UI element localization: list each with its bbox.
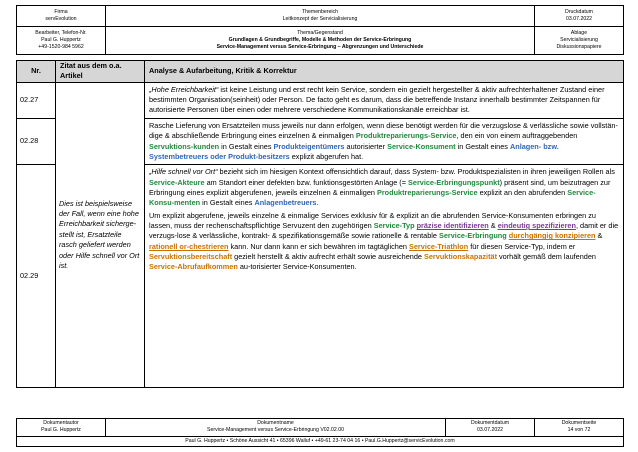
- firma-value: servEvolution: [45, 16, 77, 22]
- ablage-line-2: Diskussionspapiere: [556, 44, 602, 50]
- thema-line-1: Grundlagen & Grundbegriffe, Modelle & Methoden der Service-Erbringung: [228, 36, 412, 43]
- docname-value: Service-Management versus Service-Erbringung V02.02.00: [207, 427, 344, 434]
- col-header-analyse: Analyse & Aufarbeitung, Kritik & Korrektur: [145, 61, 624, 83]
- table-header-row: [17, 61, 624, 83]
- address-line: Paul G. Huppertz • Schöne Aussicht 41 • 65396 Walluf • +49-61 23-74 04 16 • Paul.G.Huppertz@servicEvolution.com: [17, 436, 624, 446]
- analyse-cell-0227: [145, 82, 624, 118]
- analyse-paragraph: Rasche Lieferung von Ersatzteilen muss jeweils nur dann erfolgen, wenn diese benötigt werden für die verzugslose & verlässliche sowie vollstän-dige & abschließende Erbringung eines einzelnen & einmaligen Produktreparierungs-Service, den ein von einem auftraggebenden Servuktions-kunden in Gestalt eines Produkteigentümers autorisierter Service-Konsument in Gestalt eines Anlagen- bzw. Systembetreuers oder Produkt-besitzers explizit abgerufen hat.: [149, 120, 618, 161]
- docname-label: Dokumentname: [257, 420, 294, 426]
- themenbereich-cell: [106, 6, 535, 27]
- analyse-paragraph: „Hohe Erreichbarkeit“ ist keine Leistung und erst recht kein Service, sondern ein gezielt hergestellter & aktiv aufrechterhaltener Zustand einer bestimmten Organisation(seinheit) oder Person. De facto geht es darum, dass die betreffende Instanz innerhalb bestimmter Zeitspannen für autorisierte Personen über einen oder mehrere verschiedene Kommunikationskanäle erreichbar ist.: [149, 84, 605, 115]
- autor-value: Paul G. Huppertz: [41, 427, 81, 434]
- zitat-cell: [56, 82, 145, 388]
- themenbereich-label: Themenbereich: [301, 8, 339, 15]
- bearbeiter-label: Bearbeiter, Telefon-Nr.: [35, 29, 87, 36]
- thema-label: Thema/Gegenstand: [297, 29, 343, 36]
- analyse-paragraph: Um explizit abgerufene, jeweils einzelne & einmalige Services exklusiv für & explizit an die abrufenden Service-Konsumenten erbringen zu lassen, muss der rechenschaftspflichtige Servuzent den zugehörigen Service-Typ präzise identifizieren & eindeutig spezifizieren, damit er die verzugs-lose & verlässliche, kontrakt- & spezifikationsgemäße sowie rationelle & rentable Service-Erbringung durchgängig konzipieren & rationell or-chestrieren kann. Nur dann kann er sich bewähren im tagtäglichen Service-Triathlon für diesen Service-Typ, indem er Servuktionsbereitschaft gezielt herstellt & aktiv aufrecht erhält sowie ausreichende Servuktionskapazität vorhält gemäß dem laufenden Service-Abrufaufkommen au-torisierter Service-Konsumenten.: [149, 210, 619, 272]
- analyse-cell-0229: [145, 165, 624, 388]
- col-header-zitat: Zitat aus dem o.a. Artikel: [56, 61, 145, 83]
- analyse-cell-0228: [145, 118, 624, 164]
- analysis-table: [16, 60, 624, 388]
- row-number: 02.29: [17, 165, 56, 388]
- col-header-nr: Nr.: [17, 61, 56, 83]
- document-header: [16, 5, 624, 55]
- docdate-cell: [446, 419, 535, 437]
- docpage-cell: [535, 419, 624, 437]
- autor-label: Dokumentautor: [43, 420, 79, 426]
- bearbeiter-tel: +49-1520-984 5962: [38, 44, 84, 50]
- docdate-value: 03.07.2022: [477, 427, 503, 434]
- druckdatum-cell: [535, 6, 624, 27]
- table-row: [17, 82, 624, 118]
- docname-cell: [106, 419, 446, 437]
- thema-cell: [106, 27, 535, 55]
- druckdatum-value: 03.07.2022: [566, 16, 592, 22]
- bearbeiter-cell: [17, 27, 106, 55]
- row-number: 02.27: [17, 82, 56, 118]
- ablage-line-1: Servicialisierung: [560, 36, 598, 43]
- autor-cell: [17, 419, 106, 437]
- ablage-label: Ablage: [570, 29, 588, 36]
- themenbereich-value: Leitkonzept der Servicialisierung: [282, 16, 358, 22]
- druckdatum-label: Druckdatum: [565, 8, 593, 15]
- docpage-label: Dokumentseite: [561, 420, 597, 426]
- thema-line-2: Service-Management versus Service-Erbringung – Abgrenzungen und Unterschiede: [216, 44, 424, 50]
- firma-cell: [17, 6, 106, 27]
- ablage-cell: [535, 27, 624, 55]
- docdate-label: Dokumentdatum: [470, 420, 510, 426]
- document-footer: [16, 418, 624, 447]
- zitat-text: Dies ist beispielsweise der Fall, wenn eine hohe Erreichbarkeit sicherge-stellt ist, Ersatzteile rasch geliefert werden oder Hilfe schnell vor Ort ist.: [59, 198, 140, 270]
- analyse-paragraph: „Hilfe schnell vor Ort“ bezieht sich im hiesigen Kontext offensichtlich darauf, dass System- bzw. Produktspezialisten in ihren jeweiligen Rollen als Service-Akteure am Standort einer defekten bzw. funktionsgestörten Anlage (= Service-Erbringungspunkt) präsent sind, um beizutragen zur Erbringung eines explizit abgerufenen, jeweils einzelnen & einmaligen Produktreparierungs-Service explizit an den abrufenden Service-Konsu-menten in Gestalt eines Anlagenbetreuers.: [149, 167, 615, 208]
- firma-label: Firma: [54, 8, 68, 15]
- row-number: 02.28: [17, 118, 56, 164]
- bearbeiter-name: Paul G. Huppertz: [41, 36, 81, 43]
- docpage-value: 14 von 72: [567, 427, 591, 434]
